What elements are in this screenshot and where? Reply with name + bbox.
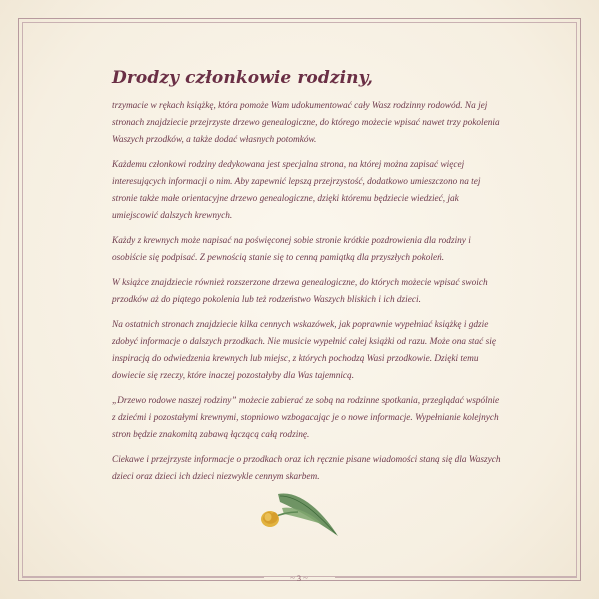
tulip-icon	[258, 488, 342, 540]
letter-paragraph: Każdy z krewnych może napisać na poświęconej sobie stronie krótkie pozdrowienia dla rodziny i osobiście się podpisać. Z pewnością stanie się to cenną pamiątką dla przyszłych pokoleń.	[112, 236, 471, 263]
page-number: 3	[297, 574, 301, 583]
scroll-ornament-icon: ~	[303, 573, 308, 583]
letter-paragraph: trzymacie w rękach książkę, która pomoże Wam udokumentować cały Wasz rodzinny rodowód. Na jej stronach znajdziecie przejrzyste drzewo genealogiczne, do którego możecie wpisać nawet trzy pokolenia Waszych przodków, a także dodać własnych potomków.	[112, 101, 500, 145]
footer-ornament	[270, 571, 328, 585]
footer-rule-left	[22, 577, 264, 578]
letter-content	[112, 68, 504, 494]
scroll-ornament-icon: ~	[290, 573, 295, 583]
page-footer	[22, 571, 577, 585]
letter-paragraph: Każdemu członkowi rodziny dedykowana jest specjalna strona, na której można zapisać więcej interesujących informacji o nim. Aby zapewnić lepszą przejrzystość, dodatkowo umieszczono na tej stronie także małe orientacyjne drzewo genealogiczne, dzięki któremu będziecie wiedzieć, jak umiejscowić dalszych krewnych.	[112, 160, 481, 221]
letter-paragraph: Na ostatnich stronach znajdziecie kilka cennych wskazówek, jak poprawnie wypełniać książkę i gdzie zdobyć informacje o dalszych przodkach. Nie musicie wypełnić całej książki od razu. Może ona stać się inspiracją do odwiedzenia krewnych lub miejsc, z których pochodzą Wasi przodkowie. Dzięki temu dowiecie się rzeczy, które inaczej pozostałyby dla Was tajemnicą.	[112, 320, 496, 381]
letter-paragraph: „Drzewo rodowe naszej rodziny” możecie zabierać ze sobą na rodzinne spotkania, przeglądać wspólnie z dziećmi i pozostałymi krewnymi, stopniowo wzbogacając je o nowe informacje. Wypełnianie kolejnych stron będzie znakomitą zabawą łączącą całą rodzinę.	[112, 396, 500, 440]
letter-paragraph: Ciekawe i przejrzyste informacje o przodkach oraz ich ręcznie pisane wiadomości staną się dla Waszych dzieci oraz dzieci ich dzieci niezwykle cennym skarbem.	[112, 455, 501, 482]
footer-rule-right	[335, 577, 577, 578]
letter-paragraph: W książce znajdziecie również rozszerzone drzewa genealogiczne, do których możecie wpisać swoich przodków aż do piątego pokolenia lub też rodzeństwo Waszych bliskich i ich dzieci.	[112, 278, 488, 305]
letter-heading: Drodzy członkowie rodziny,	[112, 68, 373, 88]
